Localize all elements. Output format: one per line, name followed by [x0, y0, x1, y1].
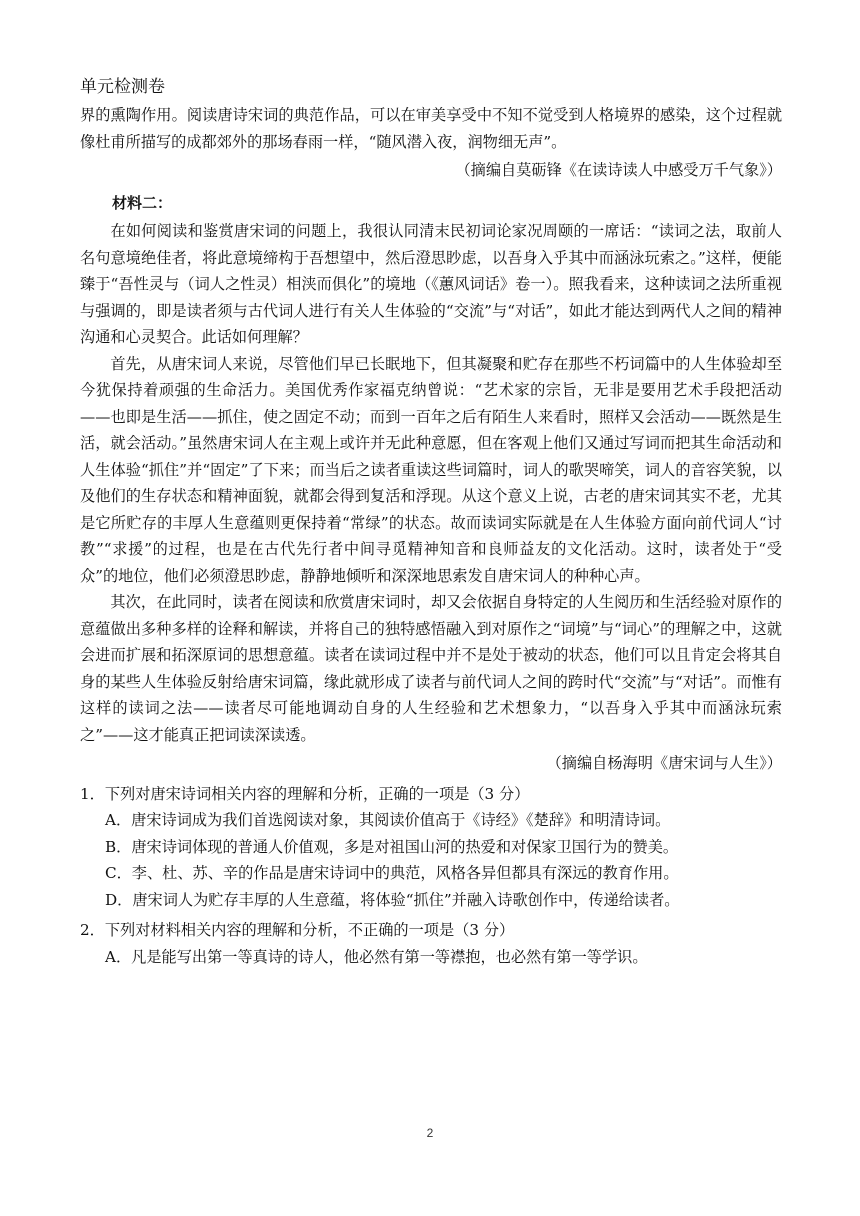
question-1-option-c: C．李、杜、苏、辛的作品是唐宋诗词中的典范，风格各异但都具有深远的教育作用。 — [105, 864, 679, 882]
paragraph-2: 在如何阅读和鉴赏唐宋词的问题上，我很认同清末民初词论家况周颐的一席话：“读词之法，取前人名句意境绝佳者，将此意境缔构于吾想望中，然后澄思眇虑，以吾身入乎其中而涵泳玩索之。”这样，便能臻于“吾性灵与（词人之性灵）相浃而俱化”的境地（《蕙风词话》卷一）。照我看来，这种读词之法所重视与强调的，即是读者须与古代词人进行有关人生体验的“交流”与“对话”，如此才能达到两代人之间的精神沟通和心灵契合。此话如何理解？ — [80, 222, 782, 346]
paragraph-4: 其次，在此同时，读者在阅读和欣赏唐宋词时，却又会依据自身特定的人生阅历和生活经验对原作的意蕴做出多种多样的诠释和解读，并将自己的独特感悟融入到对原作之“词境”与“词心”的理解之中，这就会进而扩展和拓深原词的思想意蕴。读者在读词过程中并不是处于被动的状态，他们可以且肯定会将其自身的某些人生体验反射给唐宋词篇，缘此就形成了读者与前代词人之间的跨时代“交流”与“对话”。而惟有这样的读词之法——读者尽可能地调动自身的人生经验和艺术想象力，“以吾身入乎其中而涵泳玩索之”——这才能真正把词读深读透。 — [80, 593, 782, 744]
question-1-option-b: B．唐宋诗词体现的普通人价值观，多是对祖国山河的热爱和对保家卫国行为的赞美。 — [105, 837, 679, 856]
question-1 — [80, 781, 782, 914]
question-2-option-a: A．凡是能写出第一等真诗的诗人，他必然有第一等襟抱，也必然有第一等学识。 — [105, 947, 648, 966]
page-number: 2 — [426, 1126, 434, 1140]
source-citation-1: （摘编自莫砺锋《在读诗读人中感受万千气象》） — [455, 161, 782, 179]
question-1-option-a: A．唐宋诗词成为我们首选阅读对象，其阅读价值高于《诗经》《楚辞》和明清诗词。 — [105, 811, 671, 829]
paragraph-1: 界的熏陶作用。阅读唐诗宋词的典范作品，可以在审美享受中不知不觉受到人格境界的感染，这个过程就像杜甫所描写的成都郊外的那场春雨一样，“随风潜入夜，润物细无声”。 — [80, 106, 782, 151]
question-1-stem: 1．下列对唐宋诗词相关内容的理解和分析，正确的一项是（3 分） — [80, 784, 530, 803]
question-1-option-d: D．唐宋词人为贮存丰厚的人生意蕴，将体验“抓住”并融入诗歌创作中，传递给读者。 — [105, 890, 680, 909]
source-citation-2: （摘编自杨海明《唐宋词与人生》） — [546, 754, 782, 772]
material-2-heading: 材料二： — [112, 193, 173, 212]
page-body — [80, 102, 782, 970]
question-2-stem: 2．下列对材料相关内容的理解和分析，不正确的一项是（3 分） — [80, 921, 515, 939]
paragraph-3: 首先，从唐宋词人来说，尽管他们早已长眠地下，但其凝聚和贮存在那些不朽词篇中的人生体验却至今犹保持着顽强的生命活力。美国优秀作家福克纳曾说：“艺术家的宗旨，无非是要用艺术手段把活动——也即是生活——抓住，使之固定不动；而到一百年之后有陌生人来看时，照样又会活动——既然是生活，就会活动。”虽然唐宋词人在主观上或许并无此种意愿，但在客观上他们又通过写词而把其生命活动和人生体验“抓住”并“固定”了下来；而当后之读者重读这些词篇时，词人的歌哭啼笑，词人的音容笑貌，以及他们的生存状态和精神面貌，就都会得到复活和浮现。从这个意义上说，古老的唐宋词其实不老，尤其是它所贮存的丰厚人生意蕴则更保持着“常绿”的状态。故而读词实际就是在人生体验方面向前代词人“讨教”“求援”的过程，也是在古代先行者中间寻觅精神知音和良师益友的文化活动。这时，读者处于“受众”的地位，他们必须澄思眇虑，静静地倾听和深深地思索发自唐宋词人的种种心声。 — [80, 354, 782, 585]
document-header: 单元检测卷 — [80, 77, 165, 97]
question-2 — [80, 917, 782, 970]
